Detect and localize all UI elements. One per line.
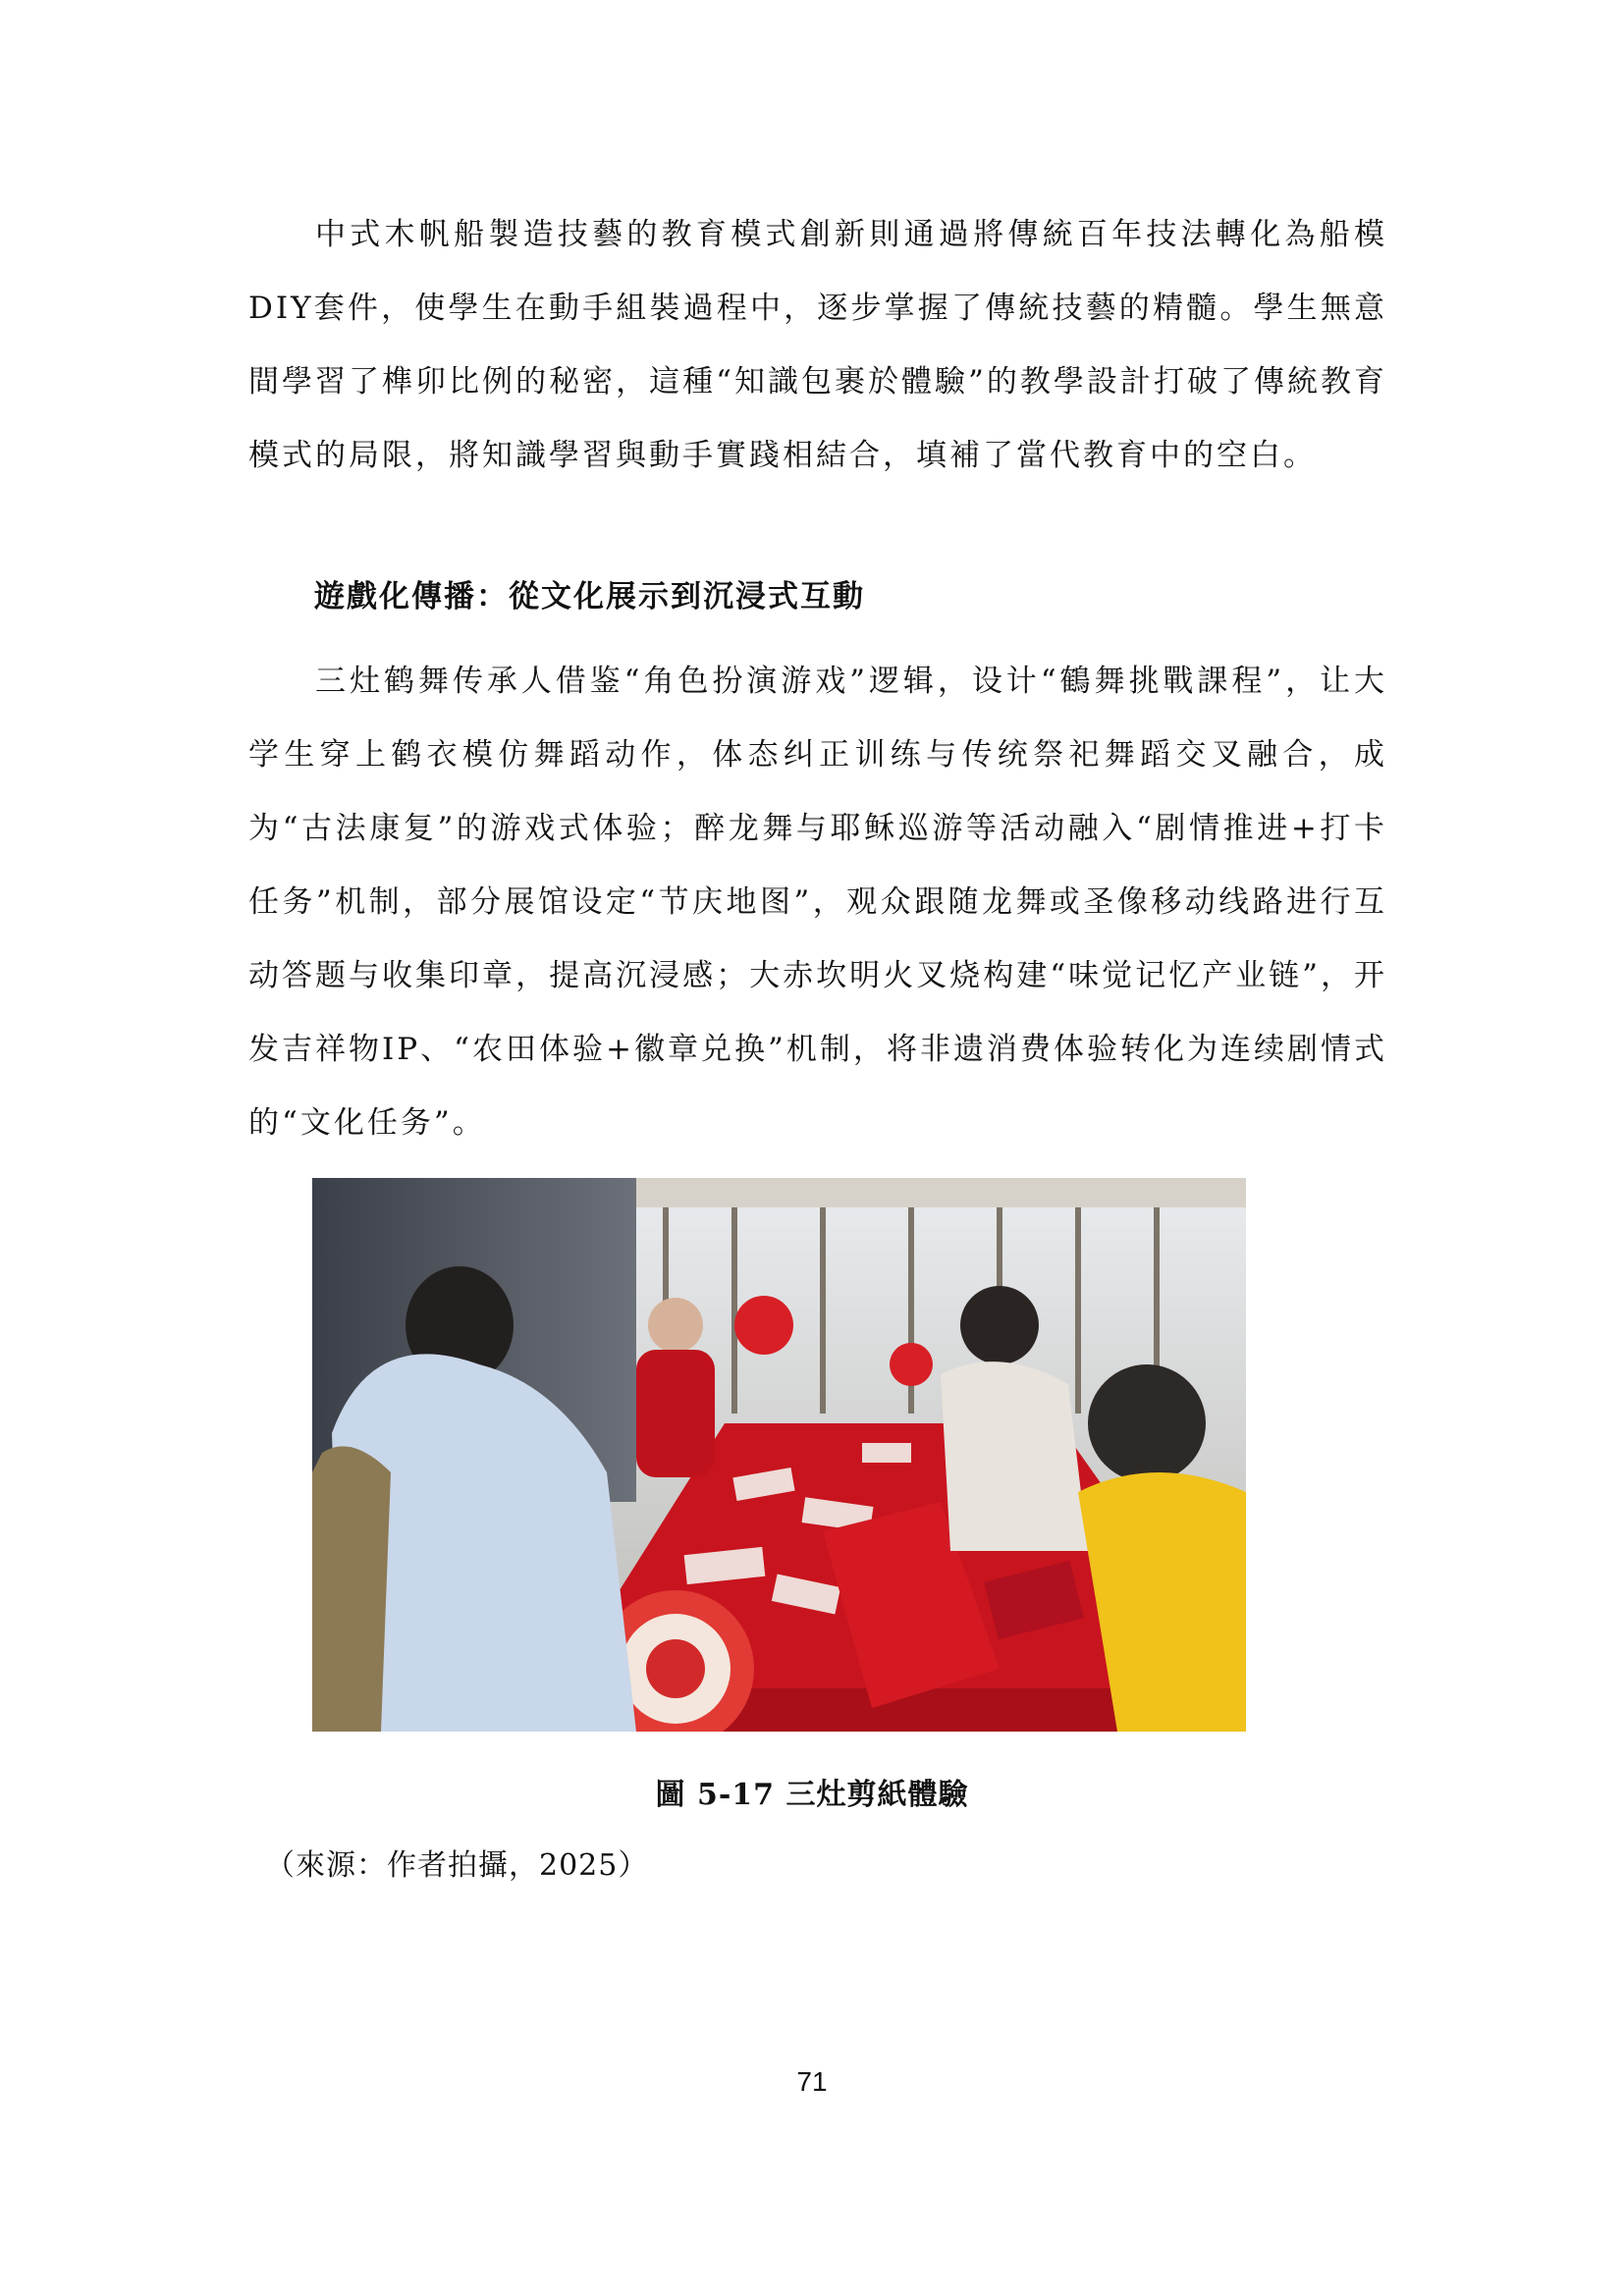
figure-source: （來源：作者拍攝，2025） bbox=[265, 1848, 649, 1883]
body-paragraph-2: 三灶鹤舞传承人借鉴“角色扮演游戏”逻辑，设计“鶴舞挑戰課程”，让大学生穿上鹤衣模仿舞蹈动作，体态纠正训练与传统祭祀舞蹈交叉融合，成为“古法康复”的游戏式体验；醉龙舞与耶稣巡游等活动融入“剧情推进+打卡任务”机制，部分展馆设定“节庆地图”，观众跟随龙舞或圣像移动线路进行互动答题与收集印章，提高沉浸感；大赤坎明火叉烧构建“味觉记忆产业链”，开发吉祥物IP、“农田体验+徽章兑换”机制，将非遗消费体验转化为连续剧情式的“文化任务”。 bbox=[248, 664, 1387, 1141]
figure-caption: 圖 5-17 三灶剪紙體驗 bbox=[655, 1778, 969, 1812]
page-number: 71 bbox=[796, 2066, 828, 2097]
paper-cutting-photo bbox=[312, 1178, 1246, 1732]
body-paragraph-1: 中式木帆船製造技藝的教育模式創新則通過將傳統百年技法轉化為船模DIY套件，使學生在動手組裝過程中，逐步掌握了傳統技藝的精髓。學生無意間學習了榫卯比例的秘密，這種“知識包裹於體驗”的教學設計打破了傳統教育模式的局限，將知識學習與動手實踐相結合，填補了當代教育中的空白。 bbox=[248, 217, 1387, 473]
section-heading: 遊戲化傳播：從文化展示到沉浸式互動 bbox=[314, 579, 865, 614]
